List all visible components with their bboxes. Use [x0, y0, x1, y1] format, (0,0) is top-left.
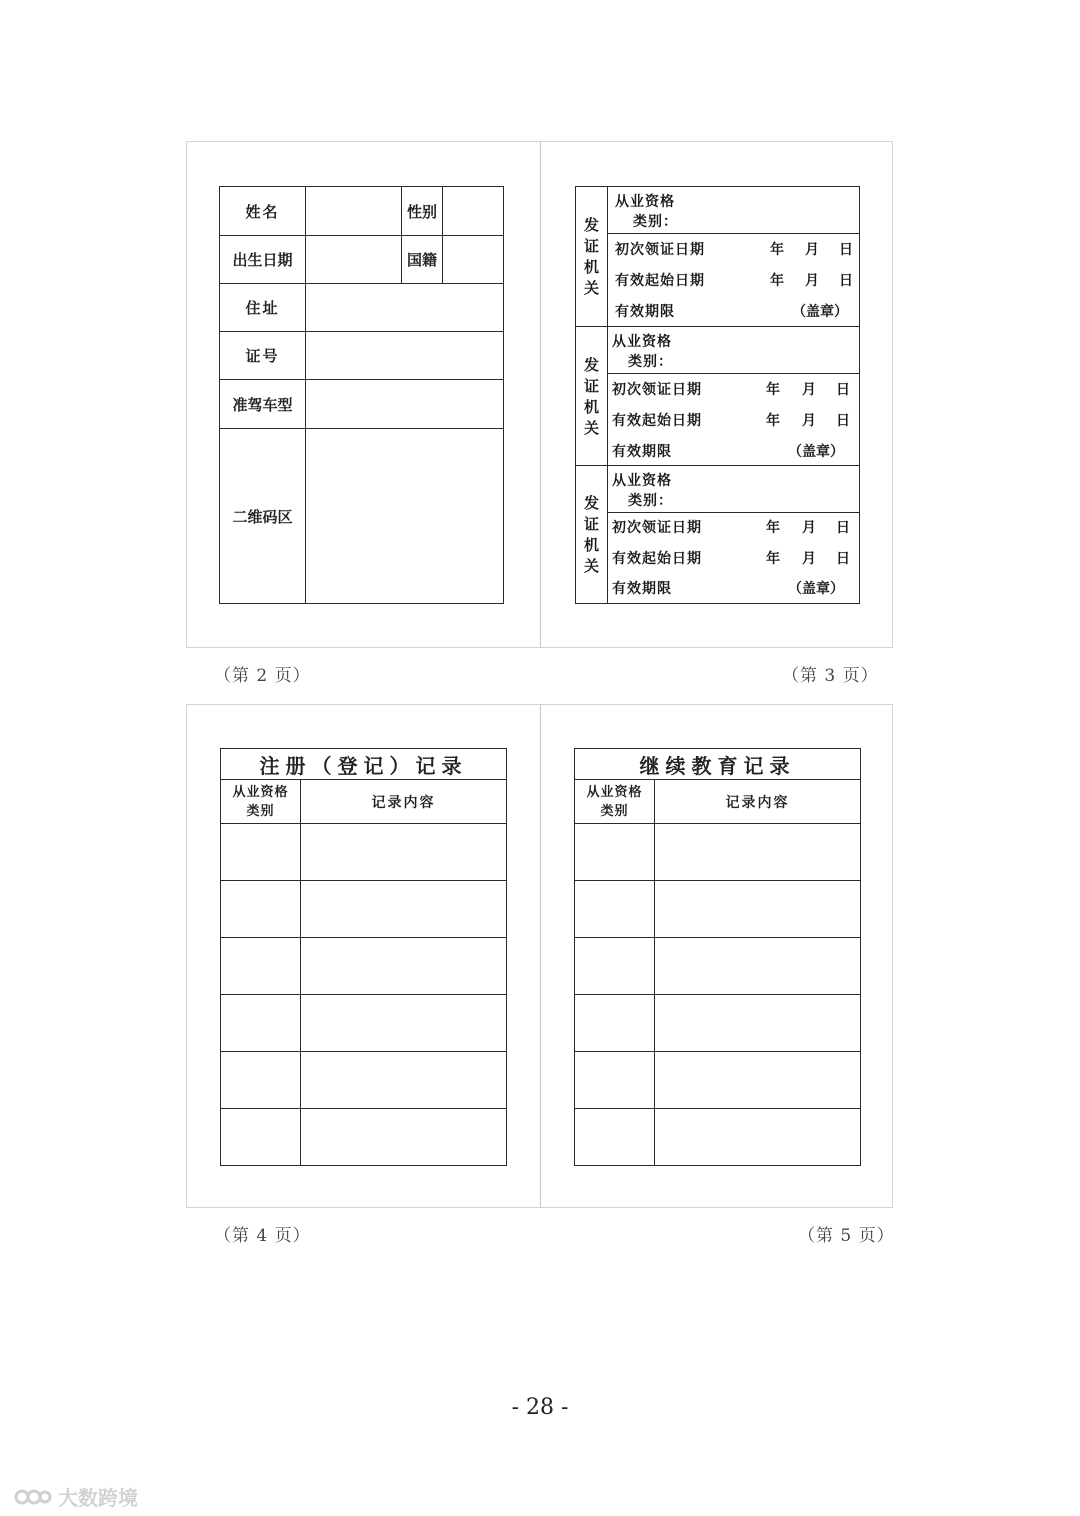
issuer-side-label: 发 证 机 关	[576, 327, 608, 466]
page3-issuer-table	[575, 186, 860, 604]
field-gender	[443, 187, 504, 236]
table-row	[575, 995, 655, 1052]
qual-label: 从业资格	[615, 194, 675, 210]
field-nationality	[443, 236, 504, 284]
page-number: - 28 -	[511, 1395, 569, 1420]
watermark-logo-icon	[14, 1485, 52, 1509]
valid-start-date: 有效起始日期	[615, 273, 705, 289]
table-row	[221, 938, 301, 995]
qual-label: 从业资格	[612, 334, 672, 350]
page5-title: 继续教育记录	[575, 749, 861, 780]
spread-divider	[540, 142, 541, 647]
page5-caption: （第 5 页）	[798, 1226, 895, 1246]
table-row	[575, 1109, 655, 1166]
label-name: 姓名	[220, 187, 306, 236]
field-qr-area	[306, 429, 504, 604]
table-row	[575, 881, 655, 938]
label-qr-area: 二维码区	[220, 429, 306, 604]
table-row	[575, 1052, 655, 1109]
valid-period: 有效期限	[612, 581, 672, 597]
seal-note: （盖章）	[788, 444, 844, 460]
table-row	[221, 881, 301, 938]
valid-start-date: 有效起始日期	[612, 413, 702, 429]
table-row	[575, 938, 655, 995]
field-address	[306, 284, 504, 332]
field-birth-date	[306, 236, 402, 284]
page4-title: 注册（登记）记录	[221, 749, 507, 780]
label-address: 住址	[220, 284, 306, 332]
page4-caption: （第 4 页）	[214, 1226, 311, 1246]
table-row	[221, 1052, 301, 1109]
spread-divider	[540, 705, 541, 1207]
label-gender: 性别	[402, 187, 443, 236]
first-issue-date: 初次领证日期	[612, 520, 702, 536]
field-name	[306, 187, 402, 236]
issuer-block: 发 证 机 关 从业资格 类别： 初次领证日期 年 月 日 有效起始日期 年 月 日 有效期限 （盖章）	[576, 187, 859, 326]
table-row	[221, 995, 301, 1052]
valid-period: 有效期限	[612, 444, 672, 460]
table-row	[575, 824, 655, 881]
label-cert-number: 证号	[220, 332, 306, 380]
page3-caption: （第 3 页）	[782, 666, 879, 686]
issuer-side-label: 发 证 机 关	[576, 187, 608, 326]
watermark-text: 大数跨境	[58, 1486, 138, 1510]
label-birth-date: 出生日期	[220, 236, 306, 284]
page2-info-table	[219, 186, 504, 604]
col-qual-category: 从业资格 类别	[575, 780, 655, 824]
label-vehicle-class: 准驾车型	[220, 380, 306, 429]
issuer-side-label: 发 证 机 关	[576, 466, 608, 604]
table-row	[221, 1109, 301, 1166]
col-qual-category: 从业资格 类别	[221, 780, 301, 824]
issuer-block: 发 证 机 关 从业资格 类别： 初次领证日期 年 月 日 有效起始日期 年 月 日 有效期限 （盖章）	[576, 326, 859, 466]
first-issue-date: 初次领证日期	[615, 242, 705, 258]
issuer-block: 发 证 机 关 从业资格 类别： 初次领证日期 年 月 日 有效起始日期 年 月 日 有效期限 （盖章）	[576, 465, 859, 604]
qual-label: 从业资格	[612, 473, 672, 489]
page5-education-table	[574, 748, 861, 1166]
table-row	[221, 824, 301, 881]
page2-caption: （第 2 页）	[214, 666, 311, 686]
qual-category: 类别：	[628, 493, 673, 509]
col-record-content: 记录内容	[301, 780, 507, 824]
qual-category: 类别：	[628, 354, 673, 370]
seal-note: （盖章）	[788, 581, 844, 597]
valid-period: 有效期限	[615, 304, 675, 320]
col-record-content: 记录内容	[655, 780, 861, 824]
page4-registration-table	[220, 748, 507, 1166]
qual-category: 类别：	[633, 214, 678, 230]
seal-note: （盖章）	[792, 304, 848, 320]
label-nationality: 国籍	[402, 236, 443, 284]
watermark	[14, 1482, 138, 1511]
valid-start-date: 有效起始日期	[612, 551, 702, 567]
field-vehicle-class	[306, 380, 504, 429]
field-cert-number	[306, 332, 504, 380]
first-issue-date: 初次领证日期	[612, 382, 702, 398]
